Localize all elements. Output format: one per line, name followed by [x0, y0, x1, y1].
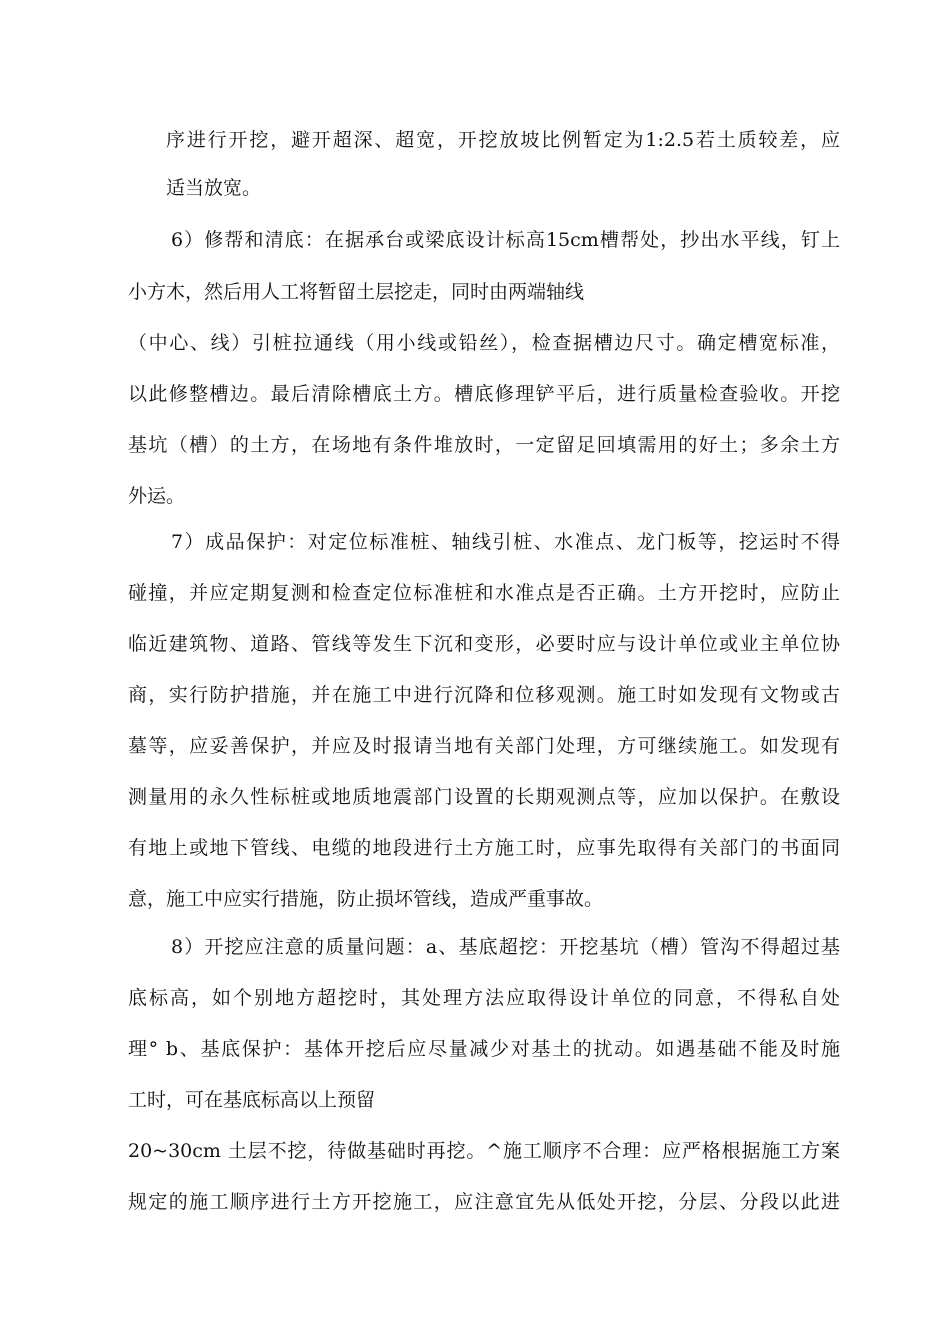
text-line-8: 外运。: [128, 485, 186, 507]
text-line-18: 底标高，如个别地方超挖时，其处理方法应取得设计单位的同意，不得私自处: [128, 987, 840, 1009]
text-line-3: 6）修帮和清底：在据承台或梁底设计标高15cm槽帮处，抄出水平线，钉上: [171, 229, 840, 251]
text-line-16: 意，施工中应实行措施，防止损坏管线，造成严重事故。: [128, 888, 604, 910]
text-line-14: 测量用的永久性标桩或地质地震部门设置的长期观测点等，应加以保护。在敷设: [128, 786, 840, 808]
text-line-2: 适当放宽。: [166, 177, 262, 199]
text-line-15: 有地上或地下管线、电缆的地段进行土方施工时，应事先取得有关部门的书面同: [128, 837, 840, 859]
text-line-13: 墓等，应妥善保护，并应及时报请当地有关部门处理，方可继续施工。如发现有: [128, 735, 840, 757]
text-line-17: 8）开挖应注意的质量问题：a、基底超挖：开挖基坑（槽）管沟不得超过基: [171, 936, 840, 958]
text-line-9: 7）成品保护：对定位标准桩、轴线引桩、水准点、龙门板等，挖运时不得: [171, 531, 840, 553]
text-line-11: 临近建筑物、道路、管线等发生下沉和变形，必要时应与设计单位或业主单位协: [128, 633, 840, 655]
text-line-7: 基坑（槽）的土方，在场地有条件堆放时，一定留足回填需用的好土；多余土方: [128, 434, 840, 456]
text-line-19: 理° b、基底保护：基体开挖后应尽量减少对基土的扰动。如遇基础不能及时施: [128, 1038, 840, 1060]
text-line-5: （中心、线）引桩拉通线（用小线或铅丝），检查据槽边尺寸。确定槽宽标准，: [128, 332, 840, 354]
text-line-22: 规定的施工顺序进行土方开挖施工，应注意宜先从低处开挖，分层、分段以此进: [128, 1191, 840, 1213]
text-line-12: 商，实行防护措施，并在施工中进行沉降和位移观测。施工时如发现有文物或古: [128, 684, 840, 706]
text-line-1: 序进行开挖，避开超深、超宽，开挖放坡比例暂定为1:2.5若土质较差，应: [166, 129, 840, 151]
text-line-10: 碰撞，并应定期复测和检查定位标准桩和水准点是否正确。土方开挖时，应防止: [128, 582, 840, 604]
text-line-4: 小方木，然后用人工将暂留土层挖走，同时由两端轴线: [128, 281, 585, 303]
text-line-21: 20~30cm 土层不挖，待做基础时再挖。^施工顺序不合理：应严格根据施工方案: [128, 1140, 840, 1162]
text-line-6: 以此修整槽边。最后清除槽底土方。槽底修理铲平后，进行质量检查验收。开挖: [128, 383, 840, 405]
text-line-20: 工时，可在基底标高以上预留: [128, 1089, 376, 1111]
